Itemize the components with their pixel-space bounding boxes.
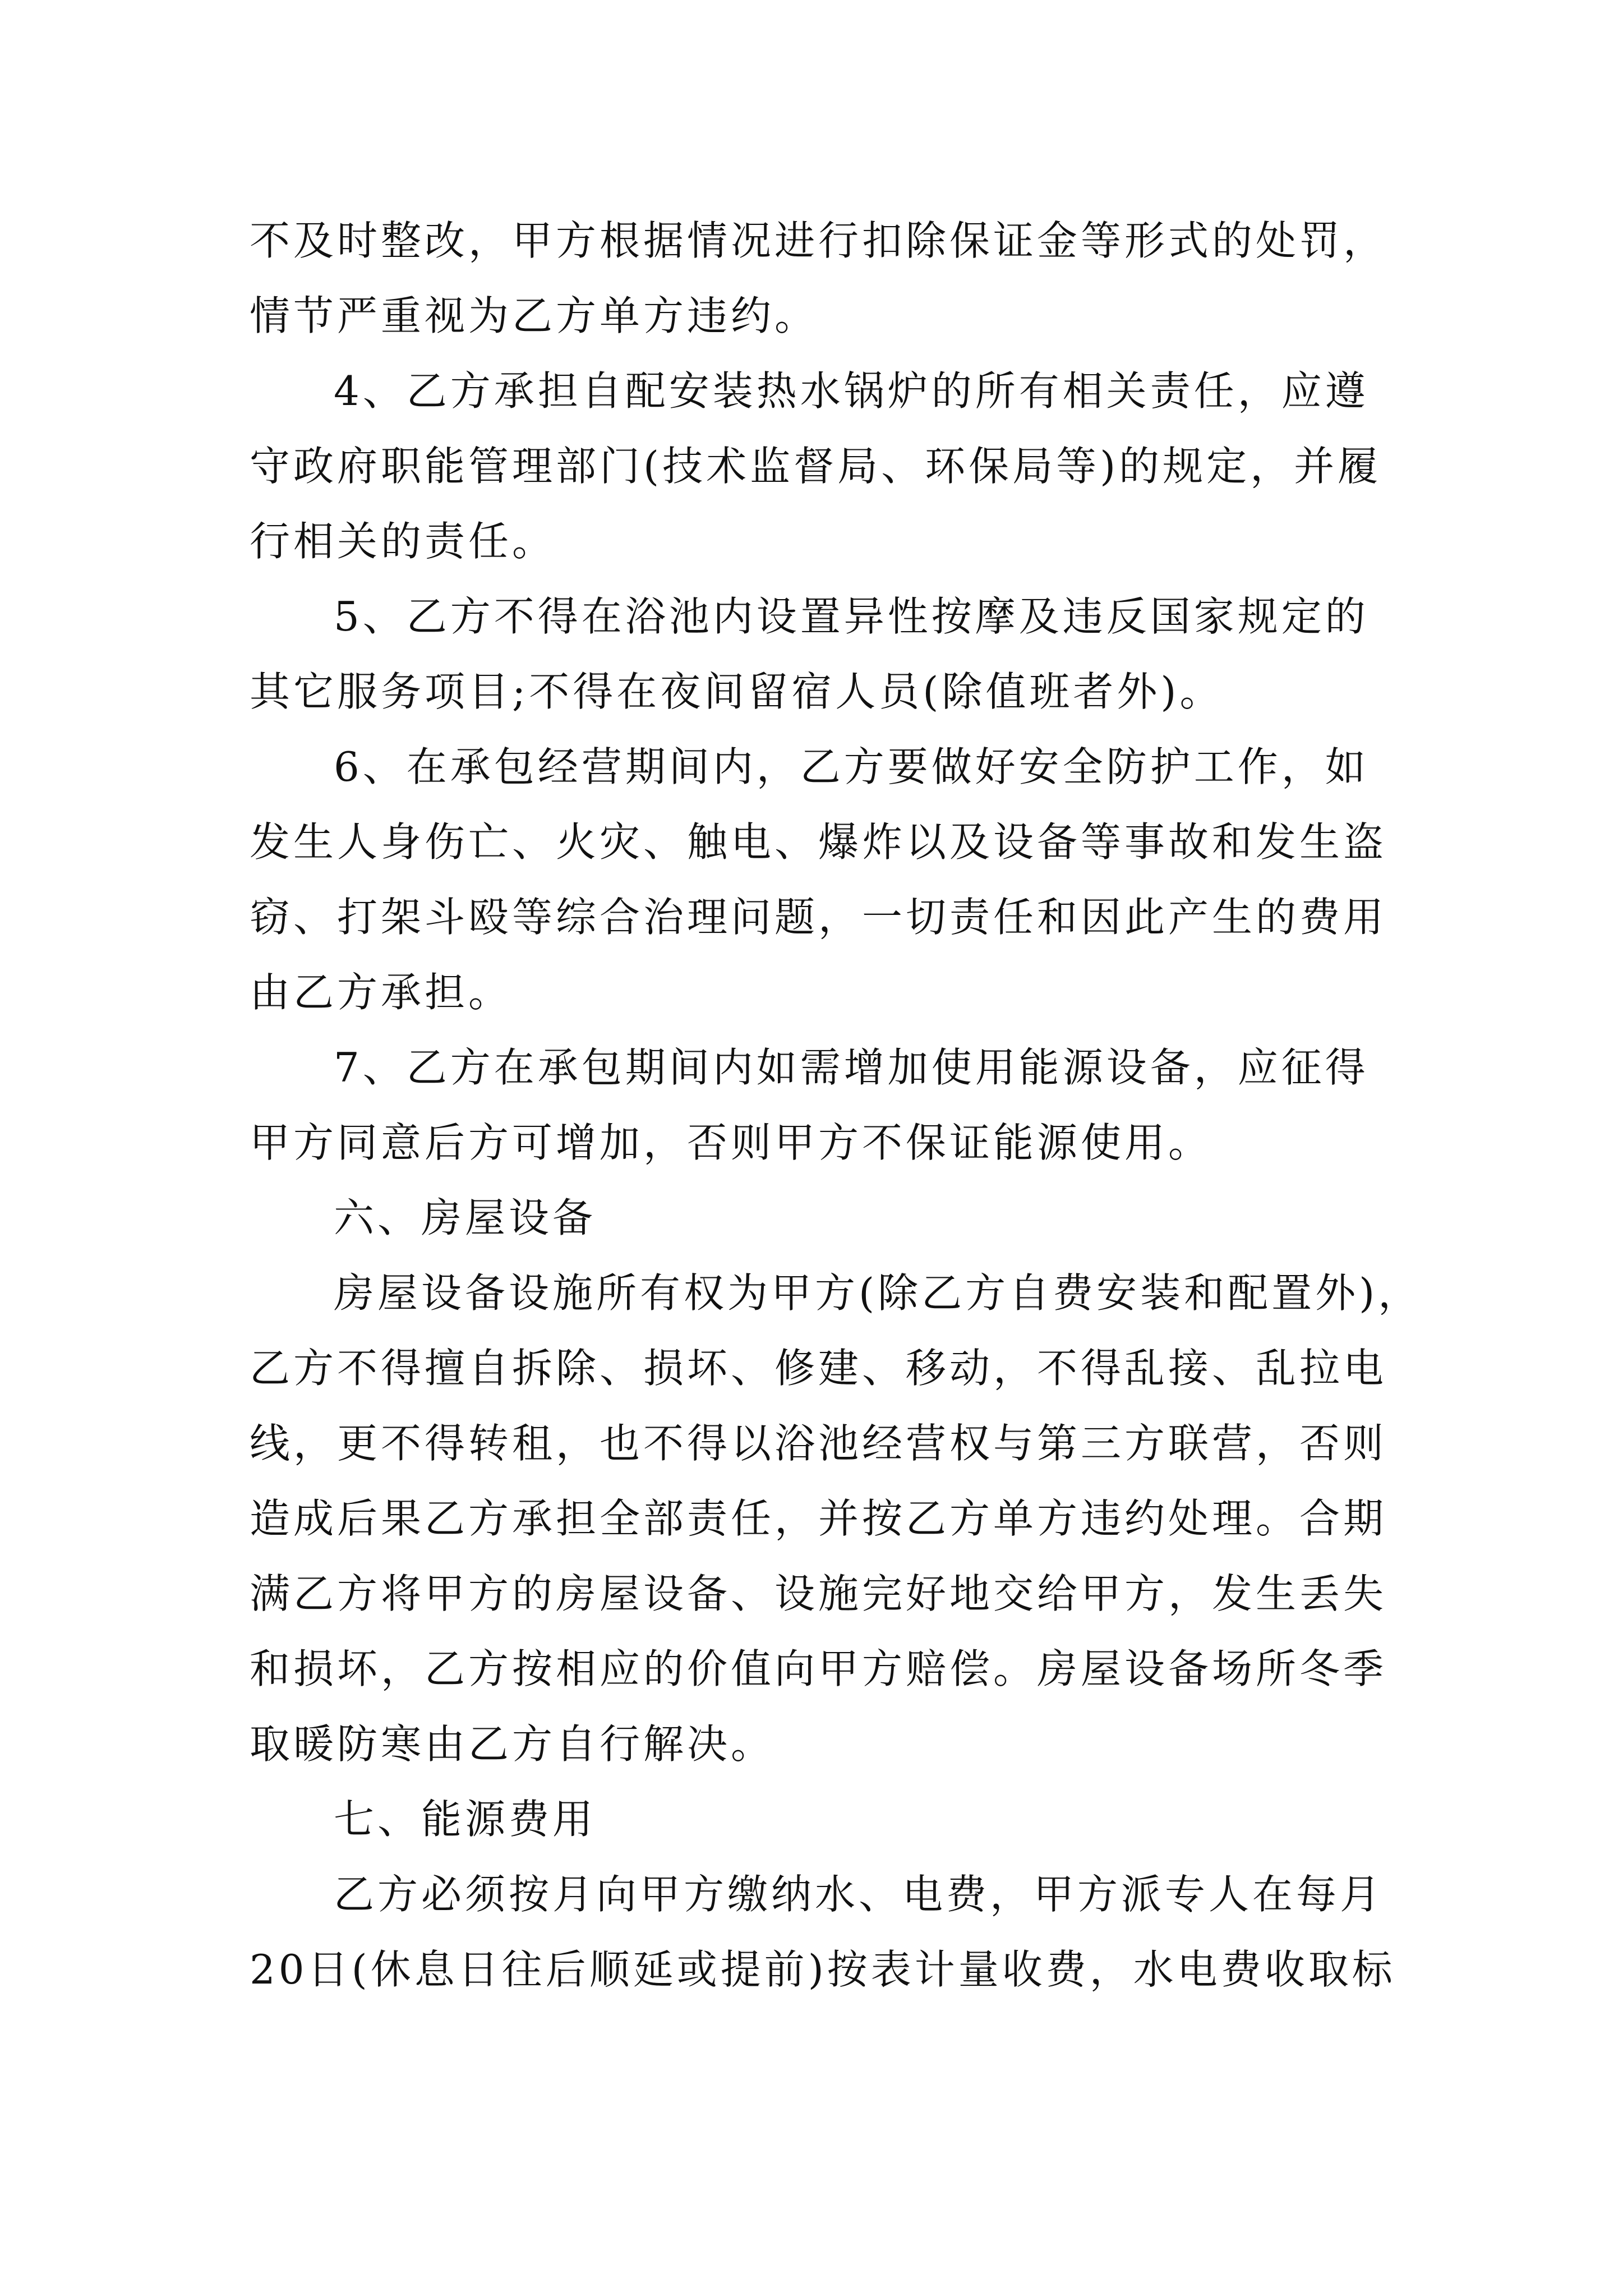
- text-line: 乙方必须按月向甲方缴纳水、电费，甲方派专人在每月: [334, 1871, 1384, 1918]
- text-line: 20日(休息日往后顺延或提前)按表计量收费，水电费收取标: [250, 1946, 1396, 1993]
- clause-6-line: 6、在承包经营期间内，乙方要做好安全防护工作，如: [334, 743, 1369, 790]
- text-line: 由乙方承担。: [250, 969, 513, 1016]
- section-heading-energy-costs: 七、能源费用: [334, 1796, 597, 1843]
- section-heading-housing-equipment: 六、房屋设备: [334, 1194, 597, 1241]
- text-line: 甲方同意后方可增加，否则甲方不保证能源使用。: [250, 1119, 1212, 1166]
- text-line: 造成后果乙方承担全部责任，并按乙方单方违约处理。合期: [250, 1495, 1387, 1542]
- text-line: 其它服务项目;不得在夜间留宿人员(除值班者外)。: [250, 668, 1224, 715]
- text-line: 房屋设备设施所有权为甲方(除乙方自费安装和配置外)，: [334, 1269, 1422, 1317]
- text-line: 线，更不得转租，也不得以浴池经营权与第三方联营，否则: [250, 1420, 1387, 1467]
- text-line: 发生人身伤亡、火灾、触电、爆炸以及设备等事故和发生盗: [250, 818, 1387, 866]
- text-line: 取暖防寒由乙方自行解决。: [250, 1720, 775, 1768]
- text-line: 窃、打架斗殴等综合治理问题，一切责任和因此产生的费用: [250, 894, 1387, 941]
- clause-5-line: 5、乙方不得在浴池内设置异性按摩及违反国家规定的: [334, 593, 1369, 640]
- clause-7-line: 7、乙方在承包期间内如需增加使用能源设备，应征得: [334, 1044, 1369, 1091]
- text-line: 情节严重视为乙方单方违约。: [250, 292, 819, 339]
- text-line: 乙方不得擅自拆除、损坏、修建、移动，不得乱接、乱拉电: [250, 1345, 1387, 1392]
- clause-4-line: 4、乙方承担自配安装热水锅炉的所有相关责任，应遵: [334, 367, 1369, 415]
- text-line: 守政府职能管理部门(技术监督局、环保局等)的规定，并履: [250, 443, 1382, 490]
- document-body: [250, 203, 1422, 2007]
- text-line: 不及时整改，甲方根据情况进行扣除保证金等形式的处罚，: [250, 217, 1387, 264]
- text-line: 满乙方将甲方的房屋设备、设施完好地交给甲方，发生丢失: [250, 1570, 1387, 1617]
- text-line: 和损坏，乙方按相应的价值向甲方赔偿。房屋设备场所冬季: [250, 1645, 1387, 1692]
- text-line: 行相关的责任。: [250, 518, 556, 565]
